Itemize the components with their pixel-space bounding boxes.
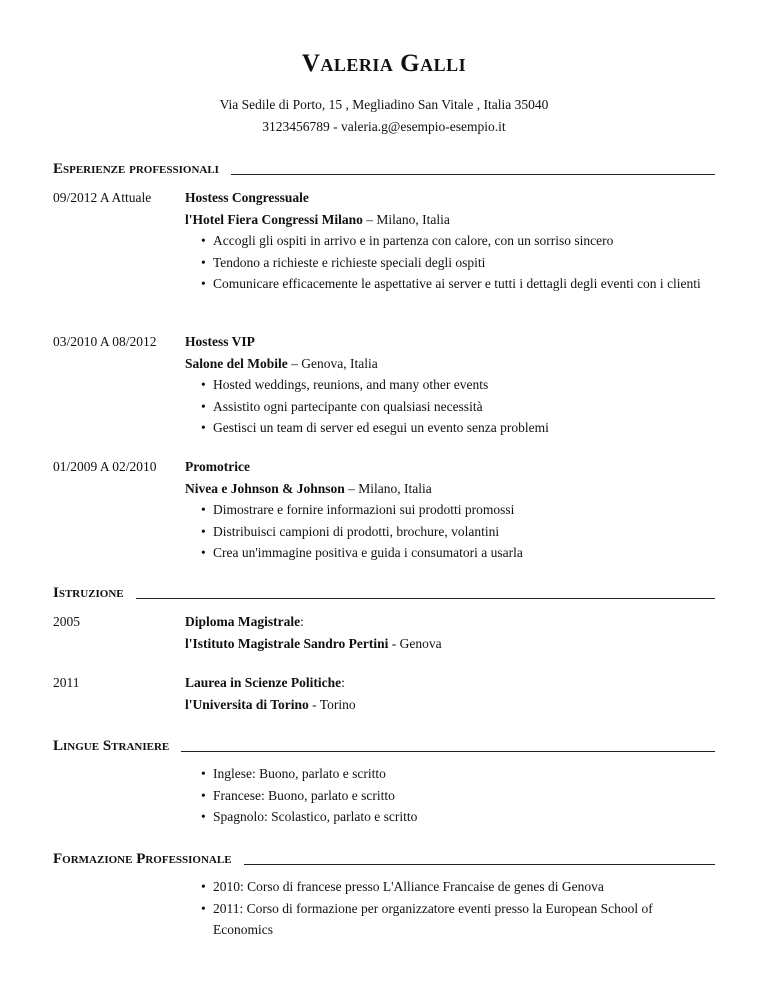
candidate-name: Valeria Galli <box>301 50 467 77</box>
degree-colon: : <box>300 614 304 629</box>
job-location: – Genova, Italia <box>287 355 378 371</box>
list-item: • 2011: Corso di formazione per organizzatore eventi presso la European School of Economics <box>213 898 715 941</box>
degree-colon: : <box>341 675 345 690</box>
list-item: • Crea un'immagine positiva e guida i consumatori a usarla <box>213 542 715 564</box>
list-item: • Francese: Buono, parlato e scritto <box>213 785 715 807</box>
contact-line: 3123456789 - valeria.g@esempio-esempio.it <box>262 119 506 134</box>
job-company: Nivea e Johnson & Johnson <box>185 480 345 496</box>
list-item: • Distribuisci campioni di prodotti, brochure, volantini <box>213 521 715 543</box>
job-dates: 01/2009 A 02/2010 <box>53 459 157 474</box>
section-title: Lingue Straniere <box>53 738 170 754</box>
list-item: • Assistito ogni partecipante con qualsiasi necessità <box>213 396 715 418</box>
list-item: • Accogli gli ospiti in arrivo e in partenza con calore, con un sorriso sincero <box>213 230 715 252</box>
job-company-line <box>185 478 715 500</box>
education-degree: Diploma Magistrale <box>185 614 301 629</box>
list-item: • Spagnolo: Scolastico, parlato e scritto <box>213 806 715 828</box>
education-degree: Laurea in Scienze Politiche <box>185 675 342 690</box>
section-languages-header <box>53 734 715 754</box>
education-degree-line <box>185 611 715 633</box>
education-school: l'Istituto Magistrale Sandro Pertini <box>185 635 389 651</box>
languages-list <box>185 763 715 828</box>
section-training-header <box>53 847 715 867</box>
job-company-line <box>185 209 715 231</box>
list-item: • Comunicare efficacemente le aspettative ai server e tutti i dettagli degli eventi con i clienti <box>213 273 715 295</box>
job-dates: 09/2012 A Attuale <box>53 190 152 205</box>
list-item: • Dimostrare e fornire informazioni sui prodotti promossi <box>213 499 715 521</box>
education-school-line <box>185 633 715 655</box>
job-duties <box>185 499 715 564</box>
section-title: Esperienze professionali <box>53 161 219 177</box>
education-year: 2011 <box>53 675 80 690</box>
education-school-line <box>185 694 715 716</box>
section-divider <box>181 751 715 752</box>
job-duties <box>185 374 715 439</box>
education-degree-line <box>185 672 715 694</box>
list-item: • Inglese: Buono, parlato e scritto <box>213 763 715 785</box>
job-location: – Milano, Italia <box>362 211 450 227</box>
job-role: Hostess VIP <box>185 334 255 349</box>
job-role: Promotrice <box>185 459 250 474</box>
training-list <box>185 876 715 941</box>
section-divider <box>136 598 715 599</box>
job-location: – Milano, Italia <box>344 480 432 496</box>
section-divider <box>244 864 715 865</box>
list-item: • Tendono a richieste e richieste speciali degli ospiti <box>213 252 715 274</box>
section-divider <box>231 174 715 175</box>
job-company: Salone del Mobile <box>185 355 288 371</box>
section-experience-header <box>53 157 715 177</box>
list-item: • Gestisci un team di server ed esegui un evento senza problemi <box>213 417 715 439</box>
job-company: l'Hotel Fiera Congressi Milano <box>185 211 363 227</box>
job-role: Hostess Congressuale <box>185 190 309 205</box>
list-item: • Hosted weddings, reunions, and many other events <box>213 374 715 396</box>
education-school: l'Universita di Torino <box>185 696 309 712</box>
address-line: Via Sedile di Porto, 15 , Megliadino San Vitale , Italia 35040 <box>219 97 549 112</box>
section-title: Istruzione <box>53 585 124 601</box>
job-company-line <box>185 353 715 375</box>
section-education-header <box>53 581 715 601</box>
education-city: - Torino <box>308 696 356 712</box>
job-duties <box>185 230 715 295</box>
education-year: 2005 <box>53 614 80 629</box>
education-city: - Genova <box>388 635 442 651</box>
job-dates: 03/2010 A 08/2012 <box>53 334 157 349</box>
list-item: • 2010: Corso di francese presso L'Alliance Francaise de genes di Genova <box>213 876 715 898</box>
section-title: Formazione Professionale <box>53 851 232 867</box>
